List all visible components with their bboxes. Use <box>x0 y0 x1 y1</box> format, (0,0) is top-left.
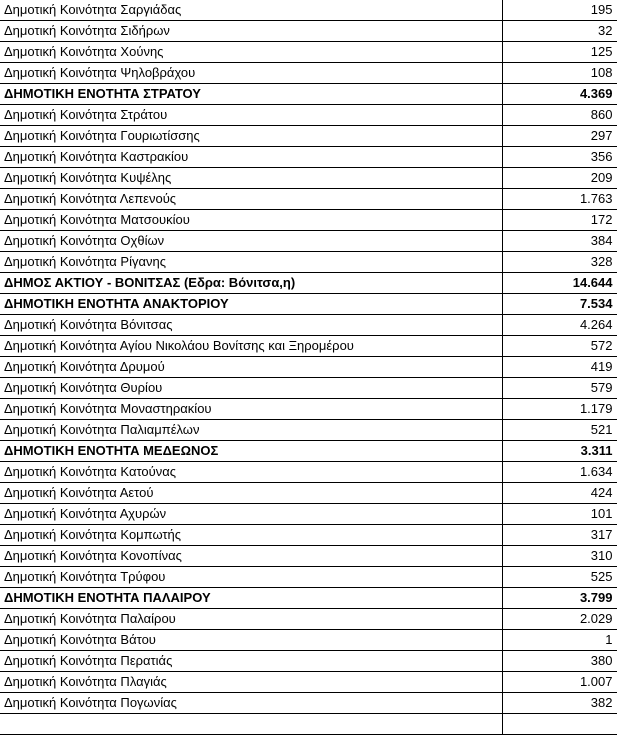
row-population-cell: 328 <box>502 252 617 273</box>
row-name-cell: Δημοτική Κοινότητα Αγίου Νικολάου Βονίτσης και Ξηρομέρου <box>0 336 502 357</box>
table-row <box>0 462 617 483</box>
row-name-cell: Δημοτική Κοινότητα Πογωνίας <box>0 693 502 714</box>
row-name-cell: ΔΗΜΟΣ ΑΚΤΙΟΥ - ΒΟΝΙΤΣΑΣ (Εδρα: Βόνιτσα,η) <box>0 273 502 294</box>
table-row <box>0 399 617 420</box>
table-row <box>0 105 617 126</box>
table-row <box>0 693 617 714</box>
table-row <box>0 189 617 210</box>
row-name-cell: ΔΗΜΟΤΙΚΗ ΕΝΟΤΗΤΑ ΠΑΛΑΙΡΟΥ <box>0 588 502 609</box>
row-name-cell: Δημοτική Κοινότητα Λεπενούς <box>0 189 502 210</box>
row-population-cell: 579 <box>502 378 617 399</box>
row-population-cell: 310 <box>502 546 617 567</box>
table-row <box>0 315 617 336</box>
row-population-cell: 4.369 <box>502 84 617 105</box>
row-name-cell: Δημοτική Κοινότητα Χούνης <box>0 42 502 63</box>
row-name-cell: Δημοτική Κοινότητα Αχυρών <box>0 504 502 525</box>
table-row-subtotal <box>0 84 617 105</box>
table-row <box>0 525 617 546</box>
row-population-cell: 101 <box>502 504 617 525</box>
table-row <box>0 630 617 651</box>
row-name-cell: Δημοτική Κοινότητα Ματσουκίου <box>0 210 502 231</box>
row-name-cell: Δημοτική Κοινότητα Καστρακίου <box>0 147 502 168</box>
row-population-cell: 356 <box>502 147 617 168</box>
row-name-cell: Δημοτική Κοινότητα Παλαίρου <box>0 609 502 630</box>
row-population-cell: 2.029 <box>502 609 617 630</box>
row-name-cell: Δημοτική Κοινότητα Κομπωτής <box>0 525 502 546</box>
row-population-cell: 1.634 <box>502 462 617 483</box>
row-name-cell: ΔΗΜΟΤΙΚΗ ΕΝΟΤΗΤΑ ΜΕΔΕΩΝΟΣ <box>0 441 502 462</box>
table-row <box>0 210 617 231</box>
row-name-cell: Δημοτική Κοινότητα Βόνιτσας <box>0 315 502 336</box>
row-population-cell: 382 <box>502 693 617 714</box>
row-population-cell: 32 <box>502 21 617 42</box>
row-population-cell: 1.179 <box>502 399 617 420</box>
row-population-cell: 419 <box>502 357 617 378</box>
row-name-cell: Δημοτική Κοινότητα Περατιάς <box>0 651 502 672</box>
row-name-cell: Δημοτική Κοινότητα Μοναστηρακίου <box>0 399 502 420</box>
row-population-cell: 1.007 <box>502 672 617 693</box>
row-name-cell: Δημοτική Κοινότητα Σαργιάδας <box>0 0 502 21</box>
table-row <box>0 168 617 189</box>
row-population-cell: 3.799 <box>502 588 617 609</box>
row-population-cell: 424 <box>502 483 617 504</box>
table-row <box>0 483 617 504</box>
row-population-cell: 1.763 <box>502 189 617 210</box>
row-population-cell: 1 <box>502 630 617 651</box>
table-row <box>0 567 617 588</box>
row-name-cell: Δημοτική Κοινότητα Ρίγανης <box>0 252 502 273</box>
row-population-cell: 521 <box>502 420 617 441</box>
row-name-cell: Δημοτική Κοινότητα Θυρίου <box>0 378 502 399</box>
row-population-cell: 172 <box>502 210 617 231</box>
row-population-cell: 297 <box>502 126 617 147</box>
row-population-cell: 317 <box>502 525 617 546</box>
table-row <box>0 420 617 441</box>
table-row <box>0 42 617 63</box>
row-name-cell: Δημοτική Κοινότητα Γουριωτίσσης <box>0 126 502 147</box>
row-population-cell: 209 <box>502 168 617 189</box>
row-name-cell: Δημοτική Κοινότητα Δρυμού <box>0 357 502 378</box>
table-row-subtotal <box>0 441 617 462</box>
table-row <box>0 357 617 378</box>
row-population-cell: 4.264 <box>502 315 617 336</box>
row-name-cell: Δημοτική Κοινότητα Ψηλοβράχου <box>0 63 502 84</box>
table-row <box>0 546 617 567</box>
table-row-subtotal <box>0 273 617 294</box>
row-population-cell: 125 <box>502 42 617 63</box>
table-row <box>0 378 617 399</box>
row-name-cell: Δημοτική Κοινότητα Παλιαμπέλων <box>0 420 502 441</box>
table-row-subtotal <box>0 588 617 609</box>
row-name-cell: Δημοτική Κοινότητα Τρύφου <box>0 567 502 588</box>
table-row <box>0 147 617 168</box>
table-row <box>0 231 617 252</box>
row-population-cell: 14.644 <box>502 273 617 294</box>
table-row <box>0 126 617 147</box>
row-population-cell: 860 <box>502 105 617 126</box>
row-population-cell: 108 <box>502 63 617 84</box>
table-row <box>0 609 617 630</box>
row-population-cell: 3.311 <box>502 441 617 462</box>
row-name-cell: Δημοτική Κοινότητα Οχθίων <box>0 231 502 252</box>
row-population-cell: 525 <box>502 567 617 588</box>
row-name-cell: Δημοτική Κοινότητα Κατούνας <box>0 462 502 483</box>
row-population-cell: 7.534 <box>502 294 617 315</box>
table-row <box>0 651 617 672</box>
row-name-cell: ΔΗΜΟΤΙΚΗ ΕΝΟΤΗΤΑ ΣΤΡΑΤΟΥ <box>0 84 502 105</box>
table-row-subtotal <box>0 294 617 315</box>
table-row <box>0 0 617 21</box>
table-row <box>0 504 617 525</box>
table-row <box>0 672 617 693</box>
row-name-cell: Δημοτική Κοινότητα Αετού <box>0 483 502 504</box>
table-row <box>0 252 617 273</box>
table-row <box>0 63 617 84</box>
row-name-cell: Δημοτική Κοινότητα Βάτου <box>0 630 502 651</box>
row-name-cell: Δημοτική Κοινότητα Πλαγιάς <box>0 672 502 693</box>
row-name-cell: Δημοτική Κοινότητα Σιδήρων <box>0 21 502 42</box>
row-population-cell: 195 <box>502 0 617 21</box>
table-row <box>0 21 617 42</box>
table-row <box>0 336 617 357</box>
row-name-cell: Δημοτική Κοινότητα Κυψέλης <box>0 168 502 189</box>
row-name-cell: Δημοτική Κοινότητα Στράτου <box>0 105 502 126</box>
row-population-cell: 384 <box>502 231 617 252</box>
row-population-cell: 572 <box>502 336 617 357</box>
row-population-cell: 380 <box>502 651 617 672</box>
row-name-cell: Δημοτική Κοινότητα Κονοπίνας <box>0 546 502 567</box>
row-name-cell: ΔΗΜΟΤΙΚΗ ΕΝΟΤΗΤΑ ΑΝΑΚΤΟΡΙΟΥ <box>0 294 502 315</box>
